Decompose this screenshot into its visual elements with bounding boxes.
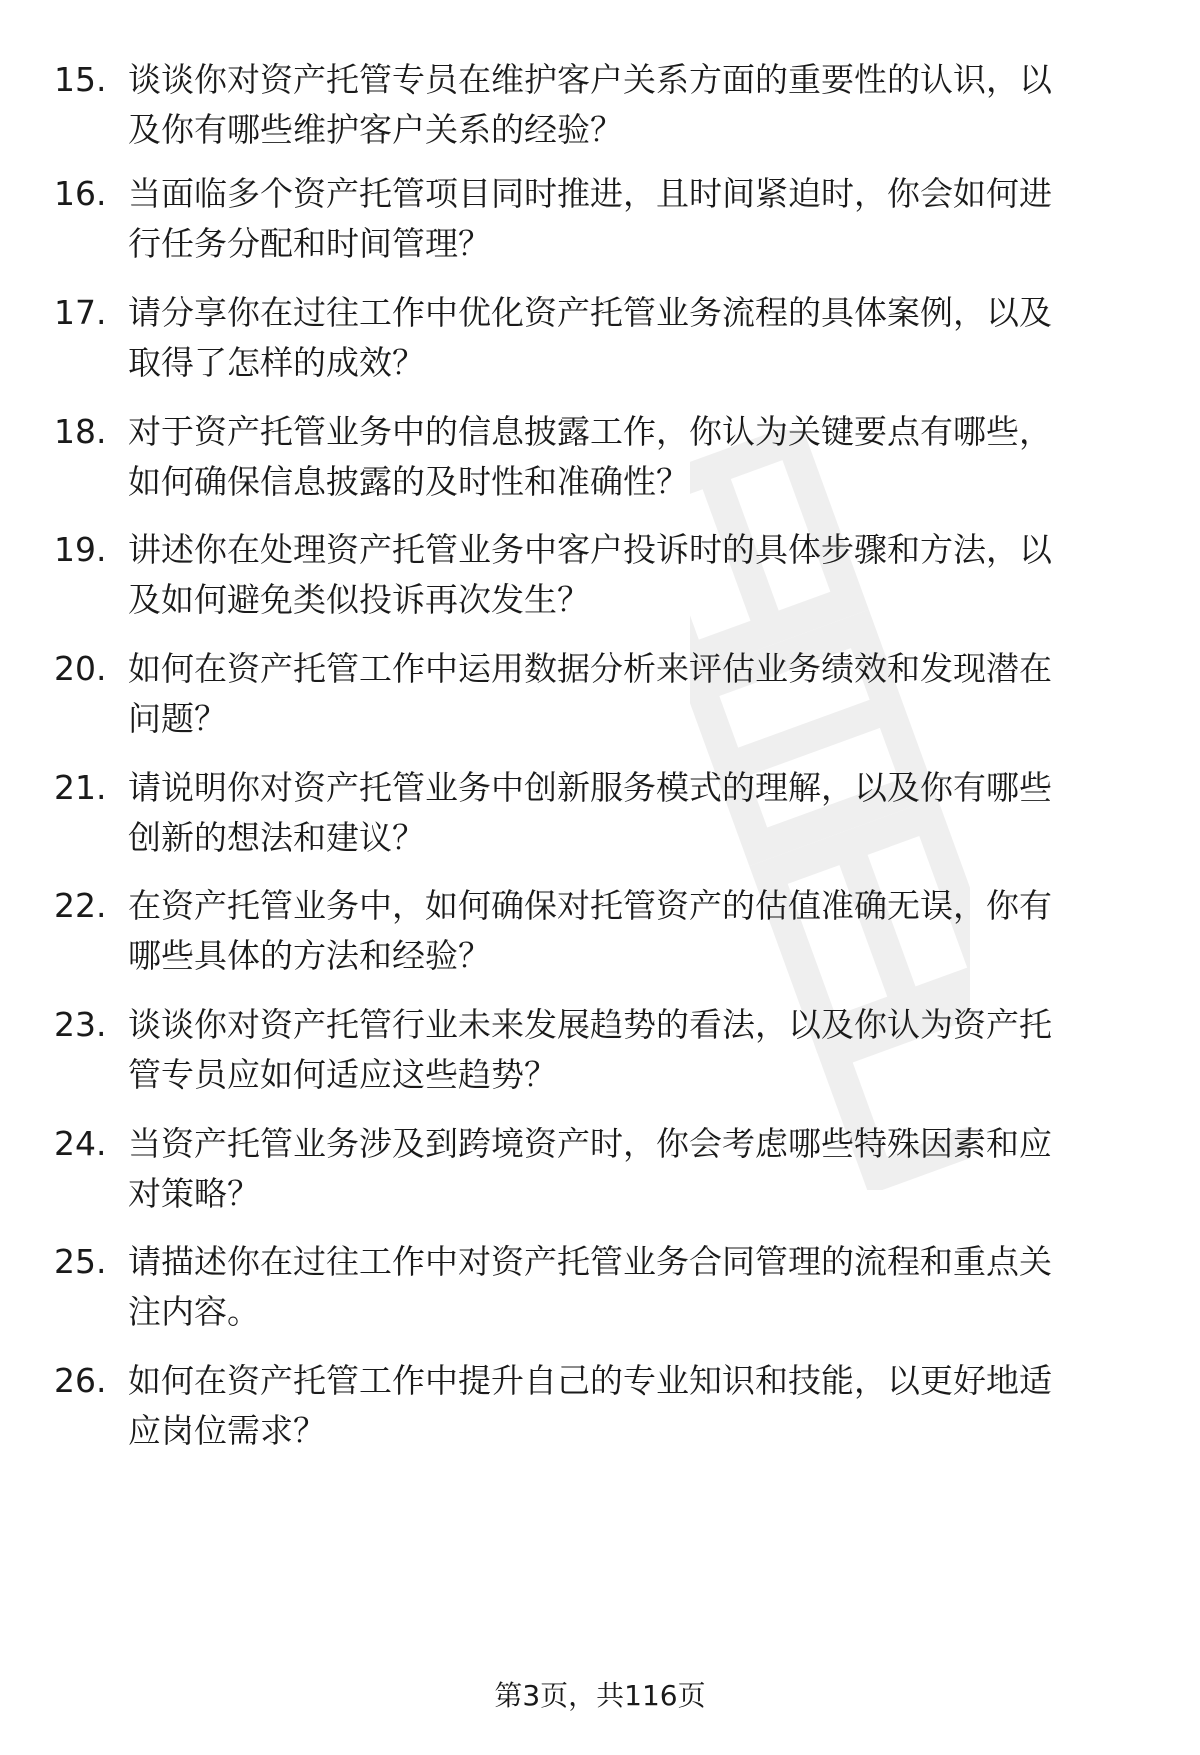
- question-item: [0, 763, 1200, 867]
- question-text: 请分享你在过往工作中优化资产托管业务流程的具体案例，以及 取得了怎样的成效？: [128, 293, 1052, 382]
- question-item: [0, 169, 1200, 273]
- question-number: 24.: [54, 1124, 107, 1163]
- question-number: 15.: [54, 60, 107, 99]
- question-text: 讲述你在处理资产托管业务中客户投诉时的具体步骤和方法，以 及如何避免类似投诉再次发生？: [128, 530, 1052, 619]
- question-item: [0, 1000, 1200, 1104]
- question-text: 当面临多个资产托管项目同时推进，且时间紧迫时，你会如何进 行任务分配和时间管理？: [128, 174, 1052, 263]
- question-text: 谈谈你对资产托管行业未来发展趋势的看法，以及你认为资产托 管专员应如何适应这些趋势？: [128, 1005, 1052, 1094]
- question-text: 请描述你在过往工作中对资产托管业务合同管理的流程和重点关 注内容。: [128, 1242, 1052, 1331]
- question-number: 26.: [54, 1361, 107, 1400]
- question-item: [0, 644, 1200, 748]
- question-number: 17.: [54, 293, 107, 332]
- question-number: 25.: [54, 1242, 107, 1281]
- question-number: 19.: [54, 530, 107, 569]
- question-text: 当资产托管业务涉及到跨境资产时，你会考虑哪些特殊因素和应 对策略？: [128, 1124, 1052, 1213]
- question-text: 对于资产托管业务中的信息披露工作，你认为关键要点有哪些， 如何确保信息披露的及时性和准确性？: [128, 412, 1052, 501]
- question-text: 谈谈你对资产托管专员在维护客户关系方面的重要性的认识，以 及你有哪些维护客户关系的经验？: [128, 60, 1052, 149]
- question-item: [0, 1237, 1200, 1341]
- question-number: 22.: [54, 886, 107, 925]
- question-item: [0, 288, 1200, 392]
- page-number-footer: 第3页，共116页: [494, 1679, 706, 1712]
- question-text: 如何在资产托管工作中提升自己的专业知识和技能，以更好地适 应岗位需求？: [128, 1361, 1052, 1450]
- question-number: 16.: [54, 174, 107, 213]
- question-number: 21.: [54, 768, 107, 807]
- question-item: [0, 525, 1200, 629]
- question-number: 20.: [54, 649, 107, 688]
- question-item: [0, 1356, 1200, 1460]
- question-item: [0, 881, 1200, 985]
- question-text: 请说明你对资产托管业务中创新服务模式的理解，以及你有哪些 创新的想法和建议？: [128, 768, 1052, 857]
- question-item: [0, 407, 1200, 511]
- question-item: [0, 55, 1200, 159]
- question-text: 如何在资产托管工作中运用数据分析来评估业务绩效和发现潜在 问题？: [128, 649, 1052, 738]
- question-text: 在资产托管业务中，如何确保对托管资产的估值准确无误，你有 哪些具体的方法和经验？: [128, 886, 1052, 975]
- question-number: 23.: [54, 1005, 107, 1044]
- question-item: [0, 1119, 1200, 1223]
- question-number: 18.: [54, 412, 107, 451]
